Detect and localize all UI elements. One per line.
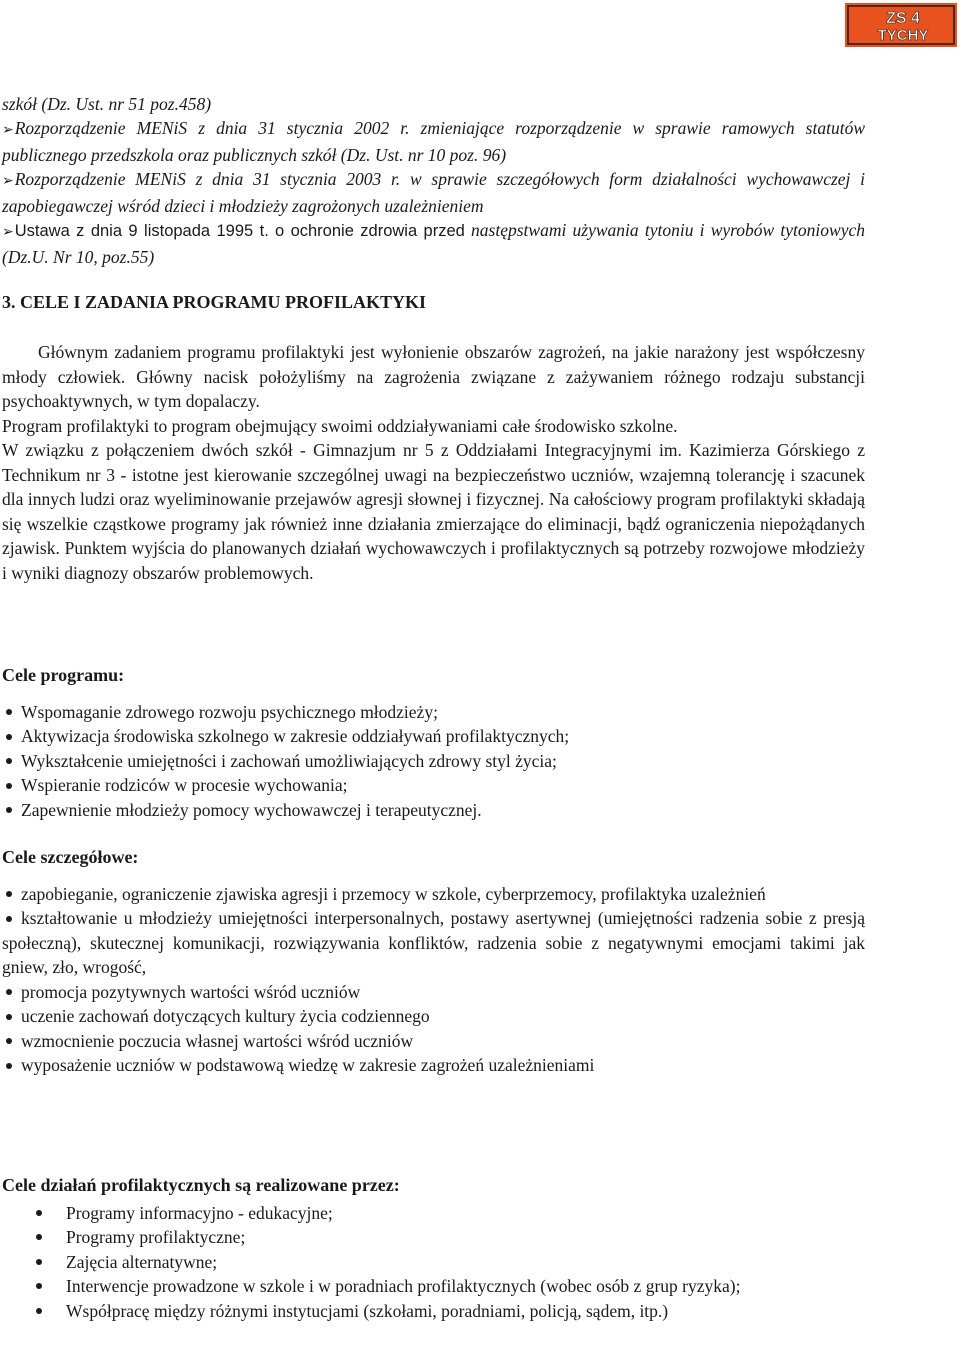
bullet-icon bbox=[6, 916, 12, 922]
bullet-icon bbox=[36, 1210, 42, 1216]
logo-line2: TYCHY bbox=[877, 27, 929, 44]
list-item: Aktywizacja środowiska szkolnego w zakresie oddziaływań profilaktycznych; bbox=[2, 724, 865, 749]
list-item: uczenie zachowań dotyczących kultury życia codziennego bbox=[2, 1004, 865, 1029]
bullet-icon bbox=[6, 807, 12, 813]
bullet-icon bbox=[36, 1283, 42, 1289]
bullet-icon bbox=[36, 1234, 42, 1240]
detailed-goals-heading: Cele szczegółowe: bbox=[2, 847, 139, 867]
bullet-icon bbox=[6, 1014, 12, 1020]
list-item: wzmocnienie poczucia własnej wartości wśród uczniów bbox=[2, 1029, 865, 1054]
bullet-icon bbox=[36, 1308, 42, 1314]
legal-ref-text: następstwami używania tytoniu i wyrobów tytoniowych (Dz.U. Nr 10, poz.55) bbox=[2, 220, 865, 267]
legal-ref-item bbox=[2, 116, 865, 167]
goals-block bbox=[2, 663, 865, 822]
intro-paragraph: W związku z połączeniem dwóch szkół - Gimnazjum nr 5 z Oddziałami Integracyjnymi im. Kazimierza Górskiego z Technikum nr 3 - istotne jest kierowanie szczególnej uwagi na bezpieczeństwo uczniów, wzajemną tolerancję i szacunek dla innych ludzi oraz wyeliminowanie przejawów agresji słownej i fizycznej. Na całościowy program profilaktyki składają się wszelkie cząstkowe programy jak również inne działania zmierzające do eliminacji, bądź ograniczenia niepożądanych zjawisk. Punktem wyjścia do planowanych działań wychowawczych i profilaktycznych są potrzeby rozwojowe młodzieży i wyniki diagnozy obszarów problemowych. bbox=[2, 440, 865, 583]
bullet-icon bbox=[36, 1259, 42, 1265]
arrow-bullet-icon: ➢ bbox=[2, 224, 14, 240]
bullet-icon bbox=[6, 891, 12, 897]
legal-ref-text: Rozporządzenie MENiS z dnia 31 stycznia 2003 r. w sprawie szczegółowych form działalności wychowawczej i zapobiegawczej wśród dzieci i młodzieży zagrożonych uzależnieniem bbox=[2, 169, 865, 216]
list-item: Wykształcenie umiejętności i zachowań umożliwiających zdrowy styl życia; bbox=[2, 749, 865, 774]
legal-ref-text: o ochronie zdrowia przed bbox=[274, 222, 465, 240]
realized-block bbox=[2, 1173, 865, 1323]
goals-list bbox=[2, 700, 865, 823]
legal-ref-item bbox=[2, 167, 865, 218]
logo-line1: ZS 4 bbox=[886, 10, 920, 27]
list-item: Programy profilaktyczne; bbox=[2, 1225, 865, 1250]
list-item: Współpracę między różnymi instytucjami (szkołami, poradniami, policją, sądem, itp.) bbox=[2, 1299, 865, 1324]
realized-list bbox=[2, 1201, 865, 1324]
list-item: promocja pozytywnych wartości wśród uczniów bbox=[2, 980, 865, 1005]
bullet-icon bbox=[6, 989, 12, 995]
list-item: Programy informacyjno - edukacyjne; bbox=[2, 1201, 865, 1226]
bullet-icon bbox=[6, 734, 12, 740]
legal-ref-text: Rozporządzenie MENiS z dnia 31 stycznia 2002 r. zmieniające rozporządzenie w sprawie ramowych statutów publicznego przedszkola oraz publicznych szkół (Dz. Ust. nr 10 poz. 96) bbox=[2, 118, 865, 165]
section-intro bbox=[2, 340, 865, 585]
goals-heading: Cele programu: bbox=[2, 665, 125, 685]
legal-ref-text: Ustawa z dnia 9 listopada 1995 t. bbox=[14, 222, 269, 240]
bullet-icon bbox=[6, 758, 12, 764]
list-item: Interwencje prowadzone w szkole i w poradniach profilaktycznych (wobec osób z grup ryzyka); bbox=[2, 1274, 865, 1299]
section-heading: 3. CELE I ZADANIA PROGRAMU PROFILAKTYKI bbox=[2, 292, 427, 312]
list-item: zapobieganie, ograniczenie zjawiska agresji i przemocy w szkole, cyberprzemocy, profilaktyka uzależnień bbox=[2, 882, 865, 907]
school-logo bbox=[845, 3, 957, 47]
intro-paragraph: Program profilaktyki to program obejmujący swoimi oddziaływaniami całe środowisko szkolne. bbox=[2, 415, 678, 436]
bullet-icon bbox=[6, 709, 12, 715]
legal-ref-item bbox=[2, 218, 865, 269]
legal-refs-list bbox=[2, 116, 865, 269]
list-item: Zajęcia alternatywne; bbox=[2, 1250, 865, 1275]
detailed-goals-block bbox=[2, 845, 865, 1078]
arrow-bullet-icon: ➢ bbox=[2, 173, 14, 189]
bullet-icon bbox=[6, 1038, 12, 1044]
bullet-icon bbox=[6, 1063, 12, 1069]
legal-ref-continued: szkół (Dz. Ust. nr 51 poz.458) bbox=[2, 94, 212, 114]
list-item: Wspomaganie zdrowego rozwoju psychicznego młodzieży; bbox=[2, 700, 865, 725]
intro-paragraph: Głównym zadaniem programu profilaktyki jest wyłonienie obszarów zagrożeń, na jakie narażony jest współczesny młody człowiek. Główny nacisk położyliśmy na zagrożenia związane z zażywaniem różnego rodzaju substancji psychoaktywnych, w tym dopalaczy. bbox=[2, 342, 865, 411]
list-item: kształtowanie u młodzieży umiejętności interpersonalnych, postawy asertywnej (umiejętności radzenia sobie z presją społeczną), skutecznej komunikacji, rozwiązywania konfliktów, radzenia sobie z negatywnymi emocjami takimi jak gniew, zło, wrogość, bbox=[2, 908, 865, 977]
arrow-bullet-icon: ➢ bbox=[2, 122, 14, 138]
detailed-goals-list bbox=[2, 882, 865, 1078]
list-item: wyposażenie uczniów w podstawową wiedzę w zakresie zagrożeń uzależnieniami bbox=[2, 1053, 865, 1078]
list-item: Zapewnienie młodzieży pomocy wychowawczej i terapeutycznej. bbox=[2, 798, 865, 823]
realized-heading: Cele działań profilaktycznych są realizowane przez: bbox=[2, 1175, 400, 1195]
bullet-icon bbox=[6, 783, 12, 789]
list-item: Wspieranie rodziców w procesie wychowania; bbox=[2, 773, 865, 798]
